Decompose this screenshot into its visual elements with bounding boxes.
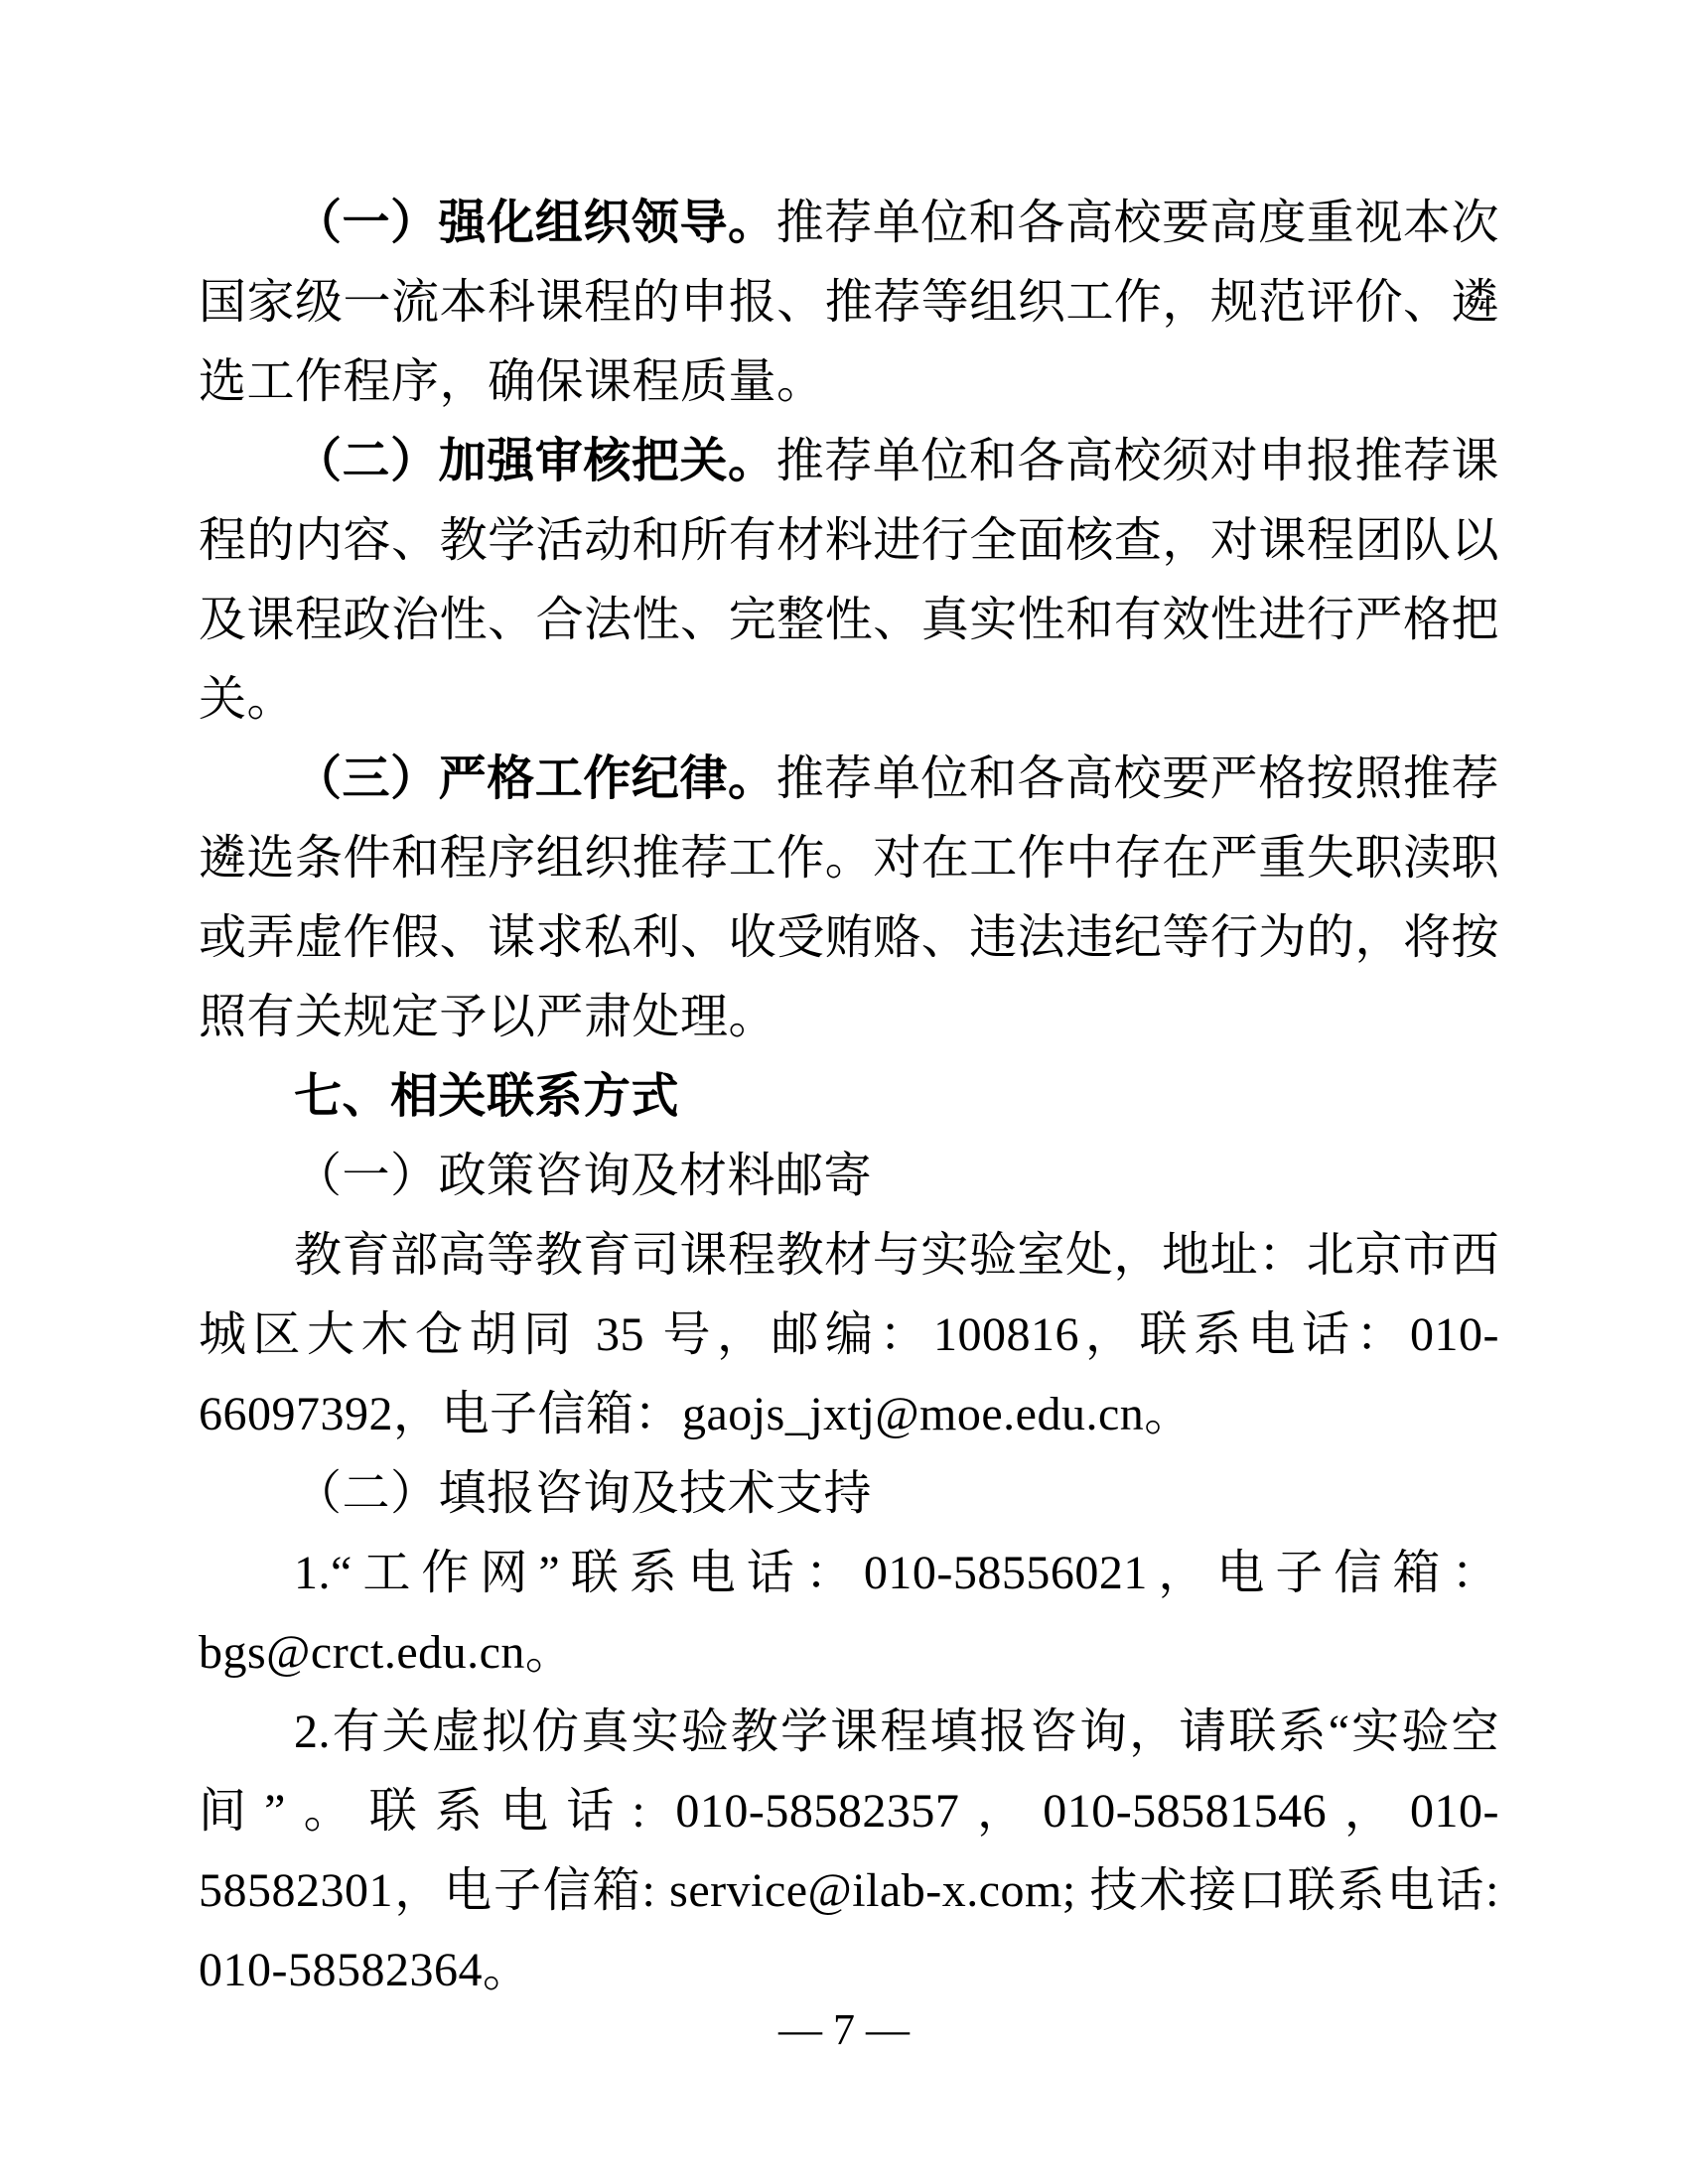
sub-heading: （一）政策咨询及材料邮寄 xyxy=(294,1150,873,1202)
body-paragraph: 教育部高等教育司课程教材与实验室处，地址：北京市西城区大木仓胡同 35 号，邮编：100816，联系电话：010-66097392，电子信箱：gaojs_jxtj@moe.edu.cn。 xyxy=(199,1229,1499,1440)
body-paragraph: （三）严格工作纪律。推荐单位和各高校要严格按照推荐遴选条件和程序组织推荐工作。对在工作中存在严重失职渎职或弄虚作假、谋求私利、收受贿赂、违法违纪等行为的，将按照有关规定予以严肃处理。 xyxy=(199,752,1499,1043)
paragraph-lead: （一）强化组织领导。 xyxy=(294,197,776,249)
body-paragraph: 1.“工作网”联系电话：010-58556021，电子信箱：bgs@crct.edu.cn。 xyxy=(199,1547,1499,1679)
body-paragraph: 2.有关虚拟仿真实验教学课程填报咨询，请联系“实验空间”。联系电话: 010-58582357，010-58581546，010-58582301，电子信箱: service@ilab-x.com; 技术接口联系电话: 010-58582364。 xyxy=(199,1706,1499,1996)
sub-heading: （二）填报咨询及技术支持 xyxy=(294,1467,873,1520)
paragraph-lead: （三）严格工作纪律。 xyxy=(294,752,776,805)
page-number: — 7 — xyxy=(778,2005,910,2054)
body-paragraph: （二）加强审核把关。推荐单位和各高校须对申报推荐课程的内容、教学活动和所有材料进行全面核查，对课程团队以及课程政治性、合法性、完整性、真实性和有效性进行严格把关。 xyxy=(199,435,1499,726)
document-body xyxy=(199,184,1499,2010)
section-heading: 七、相关联系方式 xyxy=(294,1070,680,1123)
paragraph-lead: （二）加强审核把关。 xyxy=(294,435,776,487)
body-paragraph: （一）强化组织领导。推荐单位和各高校要高度重视本次国家级一流本科课程的申报、推荐等组织工作，规范评价、遴选工作程序，确保课程质量。 xyxy=(199,197,1499,408)
